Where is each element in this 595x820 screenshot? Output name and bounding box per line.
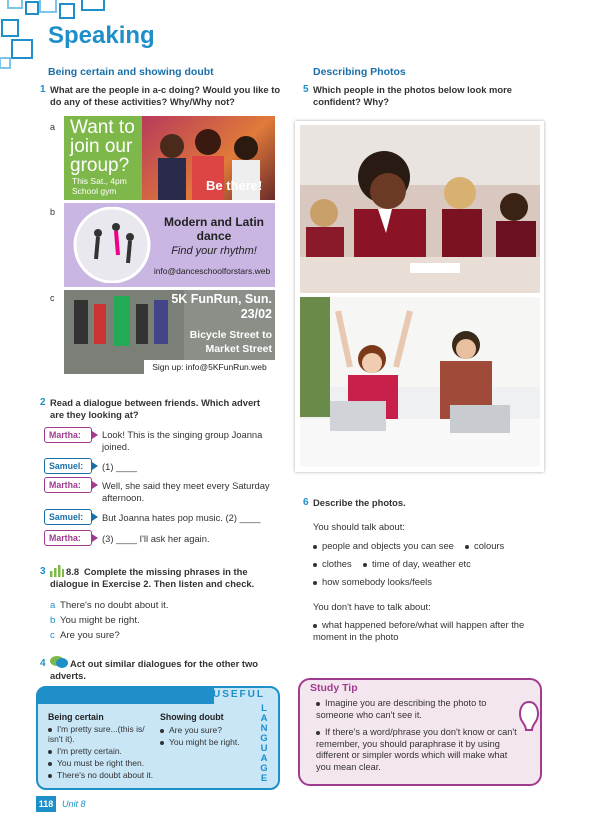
list-item: There's no doubt about it. <box>48 769 158 781</box>
talk-about-label: You should talk about: <box>313 521 405 532</box>
bullet-icon <box>48 750 52 754</box>
speaker-tag: Martha: <box>44 477 92 493</box>
speaker-tag: Samuel: <box>44 509 92 525</box>
ad-b <box>64 203 275 287</box>
q6-number: 6 <box>303 497 309 508</box>
q3-track: 8.8 <box>66 566 80 577</box>
celebrating-people-photo <box>300 297 540 467</box>
ad-b-email: info@danceschoolforstars.web <box>153 266 271 276</box>
students-exam-photo <box>300 125 540 293</box>
list-item: how somebody looks/feels <box>313 576 432 588</box>
option-letter: a <box>50 600 56 611</box>
bullet-icon <box>160 729 164 733</box>
lightbulb-icon <box>518 700 540 736</box>
speaker-tag: Martha: <box>44 530 92 546</box>
study-tip-title: Study Tip <box>310 682 358 694</box>
list-item: You might be right. <box>160 736 255 748</box>
page-title: Speaking <box>48 22 155 49</box>
bullet-icon <box>313 563 317 567</box>
speaker-tag: Samuel: <box>44 458 92 474</box>
ad-c-signup: Sign up: info@5KFunRun.web <box>144 360 275 374</box>
ad-a-tagline: Be there! <box>206 178 263 193</box>
bullet-icon <box>316 731 320 735</box>
bullet-icon <box>465 545 469 549</box>
q5-number: 5 <box>303 84 309 95</box>
section-title-left: Being certain and showing doubt <box>48 66 214 78</box>
bullet-icon <box>313 545 317 549</box>
list-item: I'm pretty sure...(this is/ isn't it). <box>48 724 145 744</box>
q4-number: 4 <box>40 658 46 669</box>
bullet-icon <box>313 581 317 585</box>
q2-number: 2 <box>40 397 46 408</box>
q4-text: Act out similar dialogues for the other two adverts. <box>50 658 259 681</box>
col2-title: Showing doubt <box>160 712 224 722</box>
dialogue-line: Look! This is the singing group Joanna joined. <box>102 429 263 452</box>
section-title-right: Describing Photos <box>313 66 406 78</box>
useful-header-bar <box>36 686 214 704</box>
list-item: Are you sure? <box>160 724 255 736</box>
list-item: I'm pretty certain. <box>48 745 158 757</box>
ad-b-letter: b <box>50 207 56 217</box>
dialogue-line: (1) ____ <box>102 461 137 472</box>
option-letter: c <box>50 630 55 641</box>
list-item: colours <box>465 540 504 552</box>
bullet-icon <box>48 728 52 732</box>
q3-text: Complete the missing phrases in the dialogue in Exercise 2. Then listen and check. <box>50 566 255 589</box>
bullet-icon <box>313 624 317 628</box>
speaker-tag: Martha: <box>44 427 92 443</box>
bullet-icon <box>48 774 52 778</box>
ad-a-letter: a <box>50 122 56 132</box>
list-item: You must be right then. <box>48 757 158 769</box>
dialogue-line: But Joanna hates pop music. (2) ____ <box>102 512 261 523</box>
list-item: clothes <box>313 558 352 570</box>
dancers-photo-icon <box>72 207 152 283</box>
bullet-icon <box>316 702 320 706</box>
q5-text: Which people in the photos below look more confident? Why? <box>313 84 512 107</box>
bullet-icon <box>160 741 164 745</box>
list-item: what happened before/what will happen after the moment in the photo <box>313 619 525 642</box>
ad-c-place: Bicycle Street to Market Street <box>189 329 272 355</box>
q3-number: 3 <box>40 566 46 577</box>
bullet-icon <box>363 563 367 567</box>
option-letter: b <box>50 615 56 626</box>
option-text: Are you sure? <box>60 630 120 641</box>
list-item: time of day, weather etc <box>363 558 471 570</box>
bullet-icon <box>48 762 52 766</box>
dialogue-line: Well, she said they meet every Saturday afternoon. <box>102 480 270 503</box>
list-item: Imagine you are describing the photo to someone who can't see it. <box>316 698 487 720</box>
ad-c-letter: c <box>50 293 55 303</box>
ad-c <box>64 290 275 374</box>
ad-b-headline: Modern and Latin dance <box>164 215 264 243</box>
option-text: There's no doubt about it. <box>60 600 169 611</box>
page-number: 118 <box>36 796 56 812</box>
ad-a <box>64 116 275 200</box>
col1-title: Being certain <box>48 712 104 722</box>
q2-text: Read a dialogue between friends. Which advert are they looking at? <box>50 397 260 420</box>
useful-label: USEFUL <box>213 689 265 700</box>
q1-text: What are the people in a-c doing? Would you like to do any of these activities? Why/Why not? <box>50 84 281 107</box>
unit-label: Unit 8 <box>62 799 86 809</box>
option-text: You might be right. <box>60 615 140 626</box>
language-label: LANGUAGE <box>260 703 268 784</box>
ad-a-details: This Sat., 4pm School gym <box>72 176 127 196</box>
dialogue-line: (3) ____ I'll ask her again. <box>102 533 210 544</box>
q1-number: 1 <box>40 84 46 95</box>
q6-text: Describe the photos. <box>313 497 406 508</box>
ad-a-headline: Want to join our group? <box>70 117 135 176</box>
ad-b-sub: Find your rhythm! <box>171 245 257 257</box>
list-item: people and objects you can see <box>313 540 454 552</box>
dont-talk-label: You don't have to talk about: <box>313 601 431 612</box>
ad-c-headline: 5K FunRun, Sun. 23/02 <box>171 292 272 321</box>
list-item: If there's a word/phrase you don't know or can't remember, you should paraphrase it by using different or simpler words which will make what you mean clear. <box>316 727 517 772</box>
